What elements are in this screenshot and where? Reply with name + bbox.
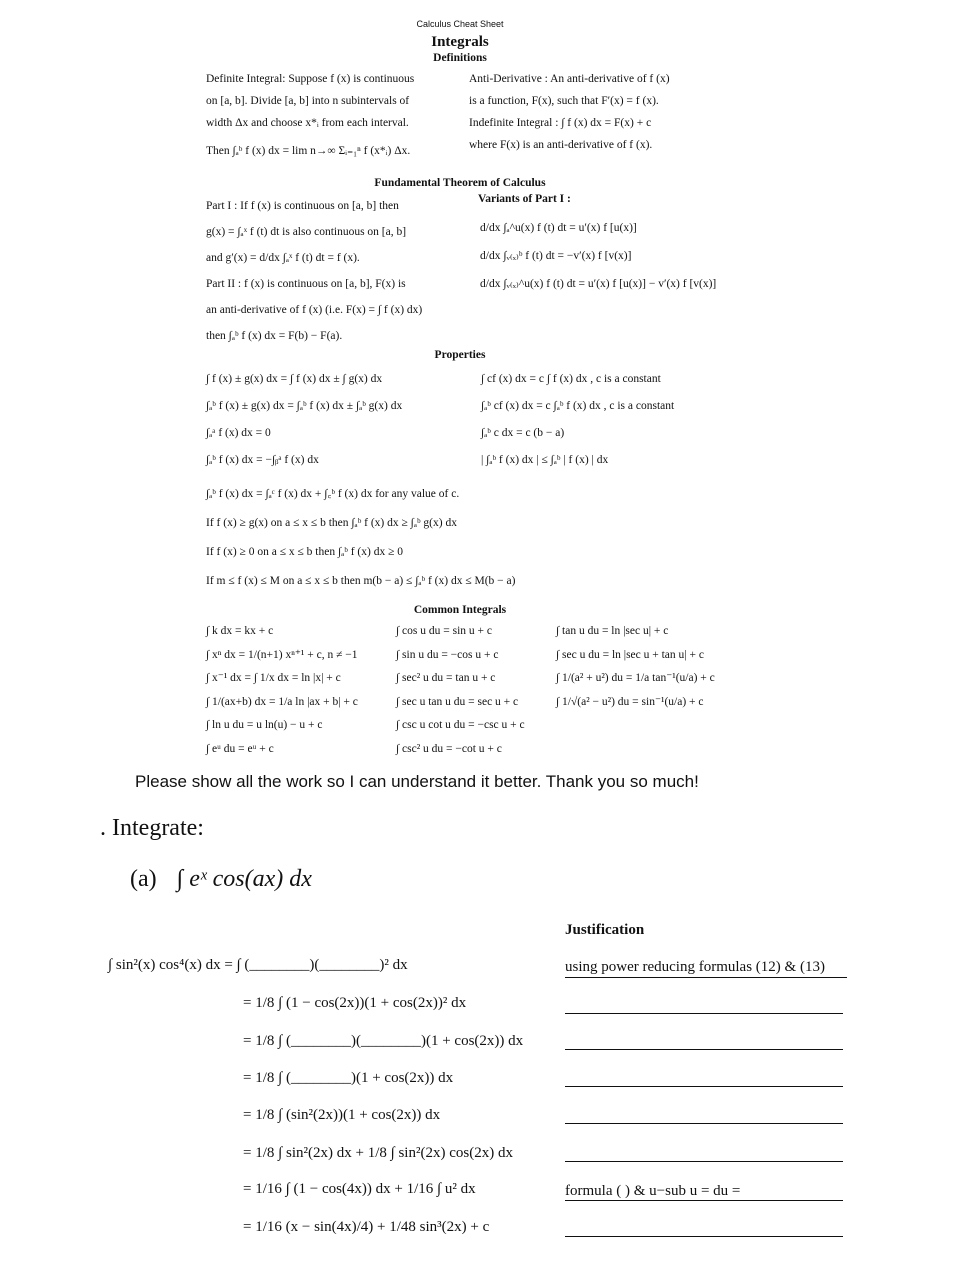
def-right-line: where F(x) is an anti-derivative of f (x). (469, 139, 653, 151)
property-line: | ∫ₐᵇ f (x) dx | ≤ ∫ₐᵇ | f (x) | dx (481, 454, 609, 466)
properties-right (481, 366, 674, 474)
common-integral: ∫ sin u du = −cos u + c (396, 648, 499, 661)
problem-expression: ∫ eˣ cos(ax) dx (176, 866, 312, 892)
common-integral: ∫ csc² u du = −cot u + c (396, 742, 502, 755)
def-right-line: Indefinite Integral : ∫ f (x) dx = F(x) + c (469, 117, 652, 129)
def-left-line: width Δx and choose x*ᵢ from each interval. (206, 117, 409, 129)
property-line: ∫ₐᵇ f (x) dx = −∫ᵦᵃ f (x) dx (206, 454, 319, 466)
justification-line[interactable] (565, 1123, 843, 1124)
ftc-left (206, 193, 422, 349)
justification-line[interactable] (565, 1049, 843, 1050)
work-line: = 1/8 ∫ (1 − cos(2x))(1 + cos(2x))² dx (243, 995, 467, 1011)
justification-text: formula ( ) & u−sub u = du = (565, 1183, 741, 1199)
property-line: ∫ cf (x) dx = c ∫ f (x) dx , c is a constant (481, 373, 661, 385)
ftc-variant-line: d/dx ∫ᵥ₍ₓ₎ᵇ f (t) dt = −v′(x) f [v(x)] (480, 250, 632, 262)
common-integral: ∫ eᵘ du = eᵘ + c (206, 742, 274, 755)
justification-line[interactable] (565, 1086, 843, 1087)
work-line: = 1/8 ∫ (________)(________)(1 + cos(2x)) dx (243, 1033, 524, 1049)
ftc-left-line: then ∫ₐᵇ f (x) dx = F(b) − F(a). (206, 330, 343, 342)
definitions-left (206, 68, 414, 162)
problem-prompt: . Integrate: (100, 815, 204, 841)
problem-part (130, 866, 312, 893)
part-label: (a) (130, 866, 157, 892)
justification-line[interactable] (565, 977, 847, 978)
common-col2 (396, 620, 525, 761)
common-integral: ∫ tan u du = ln |sec u| + c (556, 625, 669, 637)
property-line: If m ≤ f (x) ≤ M on a ≤ x ≤ b then m(b − a) ≤ ∫ₐᵇ f (x) dx ≤ M(b − a) (206, 575, 516, 587)
common-integral: ∫ 1/√(a² − u²) du = sin⁻¹(u/a) + c (556, 695, 704, 708)
common-col1 (206, 620, 358, 761)
common-integral: ∫ ln u du = u ln(u) − u + c (206, 719, 323, 731)
properties-full (206, 480, 515, 596)
justification-line[interactable] (565, 1200, 843, 1201)
properties-heading: Properties (434, 349, 486, 361)
work-line: = 1/8 ∫ sin²(2x) dx + 1/8 ∫ sin²(2x) cos(2x) dx (243, 1145, 513, 1161)
property-line: ∫ f (x) ± g(x) dx = ∫ f (x) dx ± ∫ g(x) dx (206, 373, 383, 385)
ftc-variants-heading: Variants of Part I : (478, 193, 571, 205)
work-line: = 1/8 ∫ (________)(1 + cos(2x)) dx (243, 1070, 454, 1086)
ftc-left-line: Part II : f (x) is continuous on [a, b], F(x) is (206, 278, 406, 290)
ftc-left-line: and g′(x) = d/dx ∫ₐˣ f (t) dt = f (x). (206, 252, 360, 264)
def-left-line: Then ∫ₐᵇ f (x) dx = lim n→∞ Σᵢ₌₁ⁿ f (x*ᵢ) Δx. (206, 145, 411, 157)
work-line: ∫ sin²(x) cos⁴(x) dx = ∫ (________)(________)² dx (108, 957, 408, 973)
common-integral: ∫ cos u du = sin u + c (396, 625, 492, 637)
properties-left (206, 366, 402, 474)
work-line: = 1/8 ∫ (sin²(2x))(1 + cos(2x)) dx (243, 1107, 441, 1123)
common-integral: ∫ 1/(a² + u²) du = 1/a tan⁻¹(u/a) + c (556, 672, 715, 684)
justification-line[interactable] (565, 1013, 843, 1014)
property-line: If f (x) ≥ g(x) on a ≤ x ≤ b then ∫ₐᵇ f (x) dx ≥ ∫ₐᵇ g(x) dx (206, 517, 457, 529)
property-line: ∫ₐᵇ f (x) dx = ∫ₐᶜ f (x) dx + ∫꜀ᵇ f (x) dx for any value of c. (206, 488, 460, 500)
justification-line[interactable] (565, 1236, 843, 1237)
ftc-heading: Fundamental Theorem of Calculus (374, 177, 546, 189)
common-heading: Common Integrals (413, 604, 507, 616)
ftc-variants (480, 214, 716, 298)
ftc-left-line: Part I : If f (x) is continuous on [a, b] then (206, 200, 399, 212)
common-col3 (556, 620, 715, 714)
justification-heading: Justification (565, 922, 645, 938)
common-integral: ∫ 1/(ax+b) dx = 1/a ln |ax + b| + c (206, 695, 358, 708)
property-line: ∫ₐᵇ f (x) ± g(x) dx = ∫ₐᵇ f (x) dx ± ∫ₐᵇ g(x) dx (206, 400, 403, 412)
property-line: ∫ₐᵃ f (x) dx = 0 (206, 427, 271, 439)
common-integral: ∫ sec u tan u du = sec u + c (396, 695, 519, 708)
request-text: Please show all the work so I can understand it better. Thank you so much! (135, 772, 699, 791)
property-line: If f (x) ≥ 0 on a ≤ x ≤ b then ∫ₐᵇ f (x) dx ≥ 0 (206, 546, 404, 558)
common-integral: ∫ x⁻¹ dx = ∫ 1/x dx = ln |x| + c (206, 672, 341, 684)
justification-text: using power reducing formulas (12) & (13) (565, 959, 825, 975)
property-line: ∫ₐᵇ cf (x) dx = c ∫ₐᵇ f (x) dx , c is a constant (481, 400, 675, 412)
property-line: ∫ₐᵇ c dx = c (b − a) (481, 427, 565, 439)
work-line: = 1/16 (x − sin(4x)/4) + 1/48 sin³(2x) + c (243, 1219, 490, 1235)
def-left-line: Definite Integral: Suppose f (x) is continuous (206, 73, 415, 85)
section-heading: Integrals (431, 34, 489, 50)
def-right-line: is a function, F(x), such that F′(x) = f (x). (469, 95, 659, 107)
common-integral: ∫ csc u cot u du = −csc u + c (396, 719, 525, 731)
def-left-line: on [a, b]. Divide [a, b] into n subintervals of (206, 95, 410, 107)
def-right-line: Anti-Derivative : An anti-derivative of f (x) (469, 73, 670, 85)
definitions-right (469, 68, 670, 156)
common-integral: ∫ sec² u du = tan u + c (396, 672, 496, 684)
subsection-heading: Definitions (433, 52, 487, 64)
ftc-variant-line: d/dx ∫ₐ^u(x) f (t) dt = u′(x) f [u(x)] (480, 222, 637, 234)
common-integral: ∫ sec u du = ln |sec u + tan u| + c (556, 648, 704, 661)
work-line: = 1/16 ∫ (1 − cos(4x)) dx + 1/16 ∫ u² dx (243, 1181, 476, 1197)
justification-line[interactable] (565, 1161, 843, 1162)
common-integral: ∫ k dx = kx + c (206, 625, 274, 637)
ftc-left-line: g(x) = ∫ₐˣ f (t) dt is also continuous on [a, b] (206, 226, 407, 238)
common-integral: ∫ xⁿ dx = 1/(n+1) xⁿ⁺¹ + c, n ≠ −1 (206, 648, 358, 661)
ftc-variant-line: d/dx ∫ᵥ₍ₓ₎^u(x) f (t) dt = u′(x) f [u(x)] − v′(x) f [v(x)] (480, 278, 717, 290)
ftc-left-line: an anti-derivative of f (x) (i.e. F(x) = ∫ f (x) dx) (206, 304, 423, 316)
sheet-title: Calculus Cheat Sheet (416, 19, 504, 29)
